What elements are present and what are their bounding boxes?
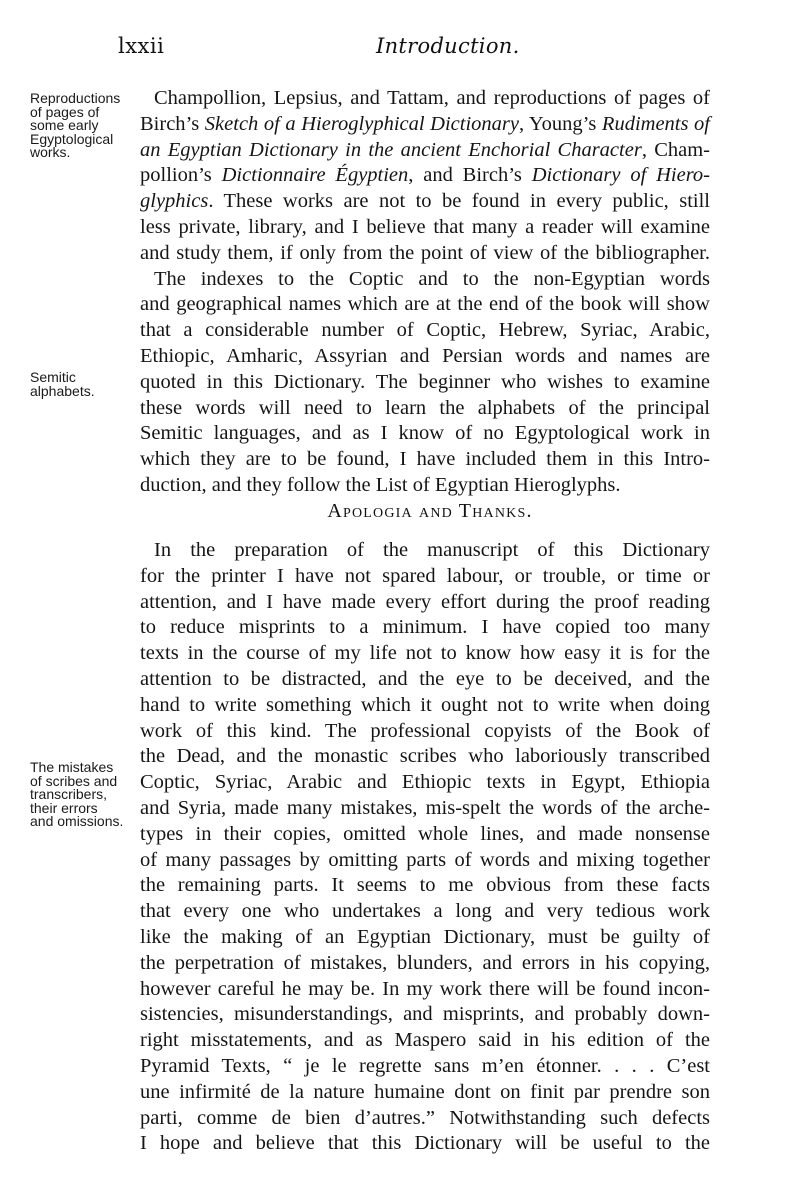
text-line: duction, and they follow the List of Egyptian Hieroglyphs. [140,473,621,496]
sidenote-line: alphabets. [30,382,95,399]
text-line: quoted in this Dictionary. The beginner who wishes to examine [140,370,710,393]
sidenote-mistakes-of-scribes [30,761,136,829]
text-line: the perpetration of mistakes, blunders, and errors in his copying, [140,951,710,974]
text-line: hand to write something which it ought not to write when doing [140,693,710,716]
text-line: however careful he may be. In my work there will be found incon- [140,977,710,1000]
sidenote-line: Egyptological [30,130,114,147]
sidenote-line: some early [30,117,99,133]
text-line: texts in the course of my life not to know how easy it is for the [140,642,710,665]
text-line: In the preparation of the manuscript of this Dictionary [154,539,710,561]
text-line: Semitic languages, and as I know of no Egyptological work in [140,422,710,445]
text-line: that every one who undertakes a long and very tedious work [140,900,710,923]
text-line: of many passages by omitting parts of words and mixing together [140,848,710,871]
text-line: glyphics. These works are not to be found in every public, still [140,190,710,213]
text-line: and study them, if only from the point of view of the bibliographer. [140,241,710,264]
text-line: parti, comme de bien d’autres.” Notwithstanding such defects [140,1106,710,1129]
text-line: these words will need to learn the alphabets of the principal [140,396,710,419]
text-line: and Syria, made many mistakes, mis-spelt the words of the arche- [140,796,710,819]
sidenote-line: of scribes and [30,772,118,789]
running-head: Introduction. [376,34,520,58]
sidenote-line: transcribers, [30,786,108,802]
page-header [0,34,800,64]
text-line: to reduce misprints to a minimum. I have copied too many [140,616,710,639]
text-line: for the printer I have not spared labour, or trouble, or time or [140,564,710,587]
sidenote-line: works. [30,144,71,160]
sidenote-line: Reproductions [30,90,121,106]
text-line: Ethiopic, Amharic, Assyrian and Persian words and names are [140,344,710,367]
text-line: une infirmité de la nature humaine dont on finit par prendre son [140,1080,710,1103]
paragraph-apologia [140,538,710,1157]
text-line: types in their copies, omitted whole lines, and made nonsense [140,822,710,845]
text-line: attention to be distracted, and the eye to be deceived, and the [140,667,710,690]
text-line: sistencies, misunderstandings, and misprints, and probably down- [140,1003,710,1026]
text-line: the remaining parts. It seems to me obvious from these facts [140,874,710,897]
text-line: the Dead, and the monastic scribes who laboriously transcribed [140,745,710,768]
text-line: and geographical names which are at the end of the book will show [140,293,710,316]
sidenote-line: Semitic [30,369,76,385]
text-line: work of this kind. The professional copyists of the Book of [140,719,710,742]
paragraph-introduction-continued [140,86,710,499]
sidenote-line: and omissions. [30,813,124,829]
text-line: Coptic, Syriac, Arabic and Ethiopic texts in Egypt, Ethiopia [140,771,710,794]
sidenote-line: The mistakes [30,759,114,775]
text-line: Birch’s Sketch of a Hieroglyphical Dictionary, Young’s Rudiments of [140,112,710,135]
text-line: pollion’s Dictionnaire Égyptien, and Birch’s Dictionary of Hiero- [140,164,710,187]
text-line: that a considerable number of Coptic, Hebrew, Syriac, Arabic, [140,319,710,342]
text-line: an Egyptian Dictionary in the ancient Enchorial Character, Cham- [140,138,711,161]
text-line: I hope and believe that this Dictionary will be useful to the [140,1132,710,1155]
sidenote-line: their errors [30,799,98,816]
sidenote-semitic-alphabets [30,371,136,398]
page-number: lxxii [118,34,165,58]
text-line: like the making of an Egyptian Dictionary, must be guilty of [140,925,710,948]
sidenote-reproductions [30,92,136,160]
sidenote-line: of pages of [30,103,100,120]
text-line: attention, and I have made every effort during the proof reading [140,590,710,613]
text-line: The indexes to the Coptic and to the non-Egyptian words [154,267,710,290]
text-line: Pyramid Texts, “ je le regrette sans m’en étonner. . . . C’est [140,1054,710,1077]
section-heading: Apologia and Thanks. [327,500,533,522]
text-line: which they are to be found, I have included them in this Intro- [140,448,710,471]
text-line: less private, library, and I believe that many a reader will examine [140,215,710,238]
text-line: right misstatements, and as Maspero said in his edition of the [140,1029,710,1052]
text-line: Champollion, Lepsius, and Tattam, and reproductions of pages of [154,87,710,109]
